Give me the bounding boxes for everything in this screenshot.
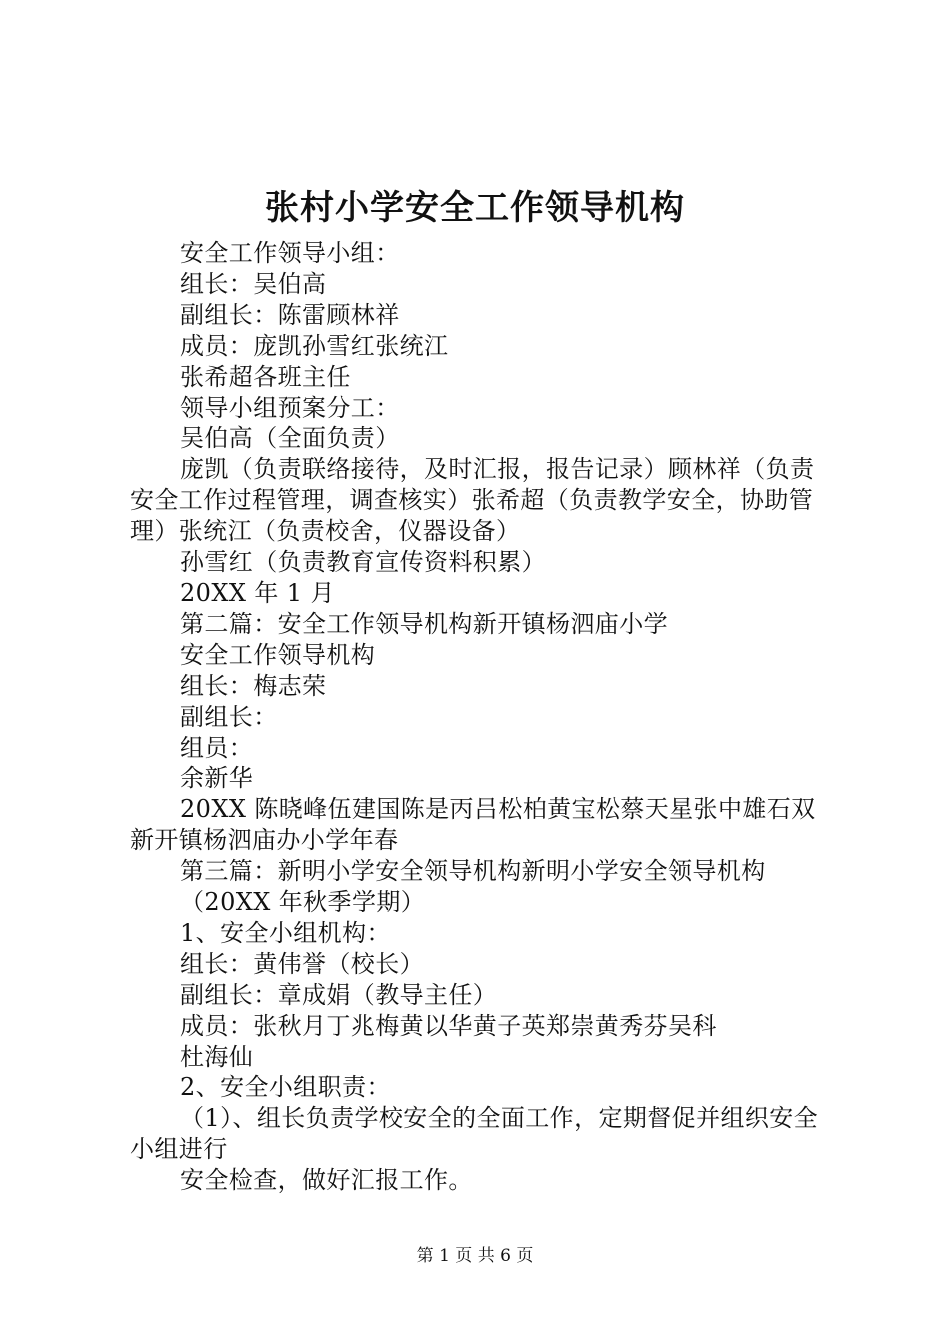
paragraph: 副组长：陈雷顾林祥 (180, 300, 400, 329)
paragraph: 张希超各班主任 (180, 362, 351, 391)
paragraph: 2、安全小组职责： (180, 1073, 391, 1102)
paragraph: 成员：庞凯孙雪红张统江 (180, 331, 449, 360)
paragraph: 1、安全小组机构： (180, 918, 391, 947)
paragraph: 20XX 陈晓峰伍建国陈是丙吕松柏黄宝松蔡天星张中雄石双新开镇杨泗庙办小学年春 (130, 795, 816, 855)
paragraph: （1）、组长负责学校安全的全面工作，定期督促并组织安全小组进行 (130, 1104, 819, 1164)
page-footer: 第 1 页 共 6 页 (416, 1246, 534, 1266)
paragraph: 组长：梅志荣 (180, 671, 327, 700)
document-title: 张村小学安全工作领导机构 (265, 188, 685, 228)
paragraph: 余新华 (180, 764, 254, 793)
paragraph: 组长：吴伯高 (180, 269, 327, 298)
paragraph: 组长：黄伟誉（校长） (180, 949, 424, 978)
paragraph: 孙雪红（负责教育宣传资料积累） (180, 548, 546, 577)
paragraph: 组员： (180, 733, 254, 762)
paragraph: 第二篇：安全工作领导机构新开镇杨泗庙小学 (180, 609, 668, 638)
paragraph: 副组长：章成娟（教导主任） (180, 980, 498, 1009)
paragraph: 安全检查，做好汇报工作。 (180, 1166, 473, 1195)
paragraph: 庞凯（负责联络接待，及时汇报，报告记录）顾林祥（负责安全工作过程管理，调查核实）张希超（负责教学安全，协助管理）张统江（负责校舍，仪器设备） (130, 455, 815, 546)
paragraph: 安全工作领导小组： (180, 239, 400, 267)
paragraph: 领导小组预案分工： (180, 393, 400, 422)
paragraph: 副组长： (180, 702, 278, 731)
document-body (130, 238, 830, 1196)
paragraph: 杜海仙 (180, 1042, 254, 1071)
paragraph: 20XX 年 1 月 (180, 578, 335, 607)
paragraph: 安全工作领导机构 (180, 640, 376, 669)
paragraph: （20XX 年秋季学期） (180, 888, 426, 917)
paragraph: 第三篇：新明小学安全领导机构新明小学安全领导机构 (180, 857, 766, 886)
paragraph: 吴伯高（全面负责） (180, 424, 400, 453)
paragraph: 成员：张秋月丁兆梅黄以华黄子英郑崇黄秀芬吴科 (180, 1011, 717, 1040)
